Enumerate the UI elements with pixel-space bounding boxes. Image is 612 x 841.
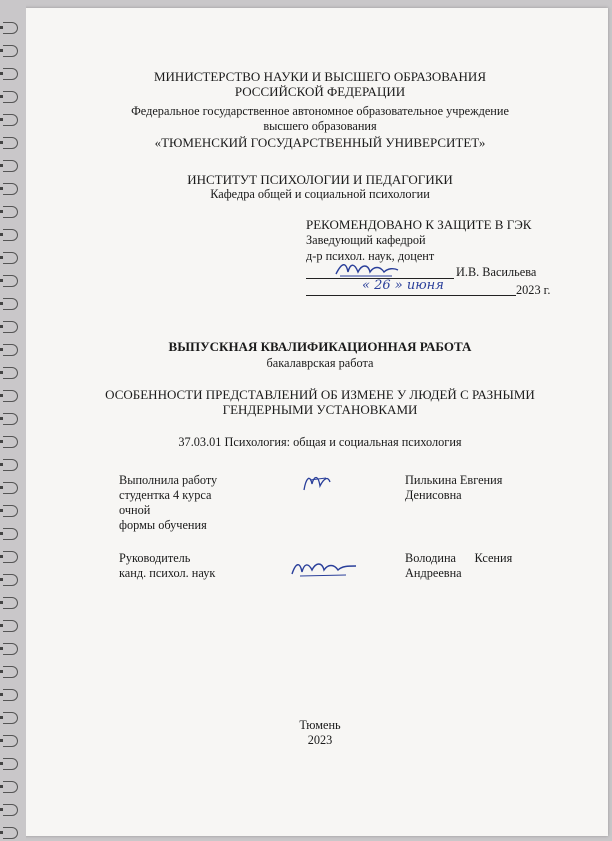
supervisor-label-line2: канд. психол. наук bbox=[119, 566, 216, 580]
city: Тюмень bbox=[299, 718, 341, 732]
supervisor-signature bbox=[288, 556, 360, 580]
student-name-line2: Денисовна bbox=[405, 488, 462, 502]
ministry-line2: РОССИЙСКОЙ ФЕДЕРАЦИИ bbox=[234, 84, 406, 99]
ministry-line1: МИНИСТЕРСТВО НАУКИ И ВЫСШЕГО ОБРАЗОВАНИЯ bbox=[153, 69, 486, 84]
approval-degree: д-р психол. наук, доцент bbox=[306, 249, 435, 263]
approval-role: Заведующий кафедрой bbox=[306, 233, 426, 247]
department-name: Кафедра общей и социальной психологии bbox=[210, 187, 430, 201]
institute-name: ИНСТИТУТ ПСИХОЛОГИИ И ПЕДАГОГИКИ bbox=[187, 172, 453, 187]
work-title-line1: ОСОБЕННОСТИ ПРЕДСТАВЛЕНИЙ ОБ ИЗМЕНЕ У ЛЮДЕЙ С РАЗНЫМИ bbox=[105, 387, 535, 402]
date-line bbox=[306, 295, 516, 296]
university-name: «ТЮМЕНСКИЙ ГОСУДАРСТВЕННЫЙ УНИВЕРСИТЕТ» bbox=[154, 135, 486, 150]
institution-line1: Федеральное государственное автономное образовательное учреждение bbox=[131, 104, 509, 118]
supervisor-label-line1: Руководитель bbox=[119, 551, 191, 565]
work-subtype: бакалаврская работа bbox=[266, 356, 374, 370]
student-label-line1: Выполнила работу bbox=[119, 473, 218, 487]
approval-title: РЕКОМЕНДОВАНО К ЗАЩИТЕ В ГЭК bbox=[306, 217, 532, 232]
program-code: 37.03.01 Психология: общая и социальная психология bbox=[178, 435, 462, 449]
head-name: И.В. Васильева bbox=[456, 265, 537, 279]
approval-year: 2023 г. bbox=[516, 283, 551, 297]
student-label-line4: формы обучения bbox=[119, 518, 207, 532]
student-label-line3: очной bbox=[119, 503, 151, 517]
handwritten-date: « 26 » июня bbox=[362, 278, 444, 293]
footer-year: 2023 bbox=[307, 733, 333, 747]
student-signature bbox=[300, 470, 334, 494]
supervisor-name-line1: Володина Ксения bbox=[405, 551, 513, 565]
supervisor-name-line2: Андреевна bbox=[405, 566, 462, 580]
head-signature bbox=[332, 258, 402, 280]
work-type: ВЫПУСКНАЯ КВАЛИФИКАЦИОННАЯ РАБОТА bbox=[168, 339, 472, 354]
student-label-line2: студентка 4 курса bbox=[119, 488, 212, 502]
work-title-line2: ГЕНДЕРНЫМИ УСТАНОВКАМИ bbox=[222, 402, 418, 417]
institution-line2: высшего образования bbox=[263, 119, 377, 133]
student-name-line1: Пилькина Евгения bbox=[405, 473, 503, 487]
